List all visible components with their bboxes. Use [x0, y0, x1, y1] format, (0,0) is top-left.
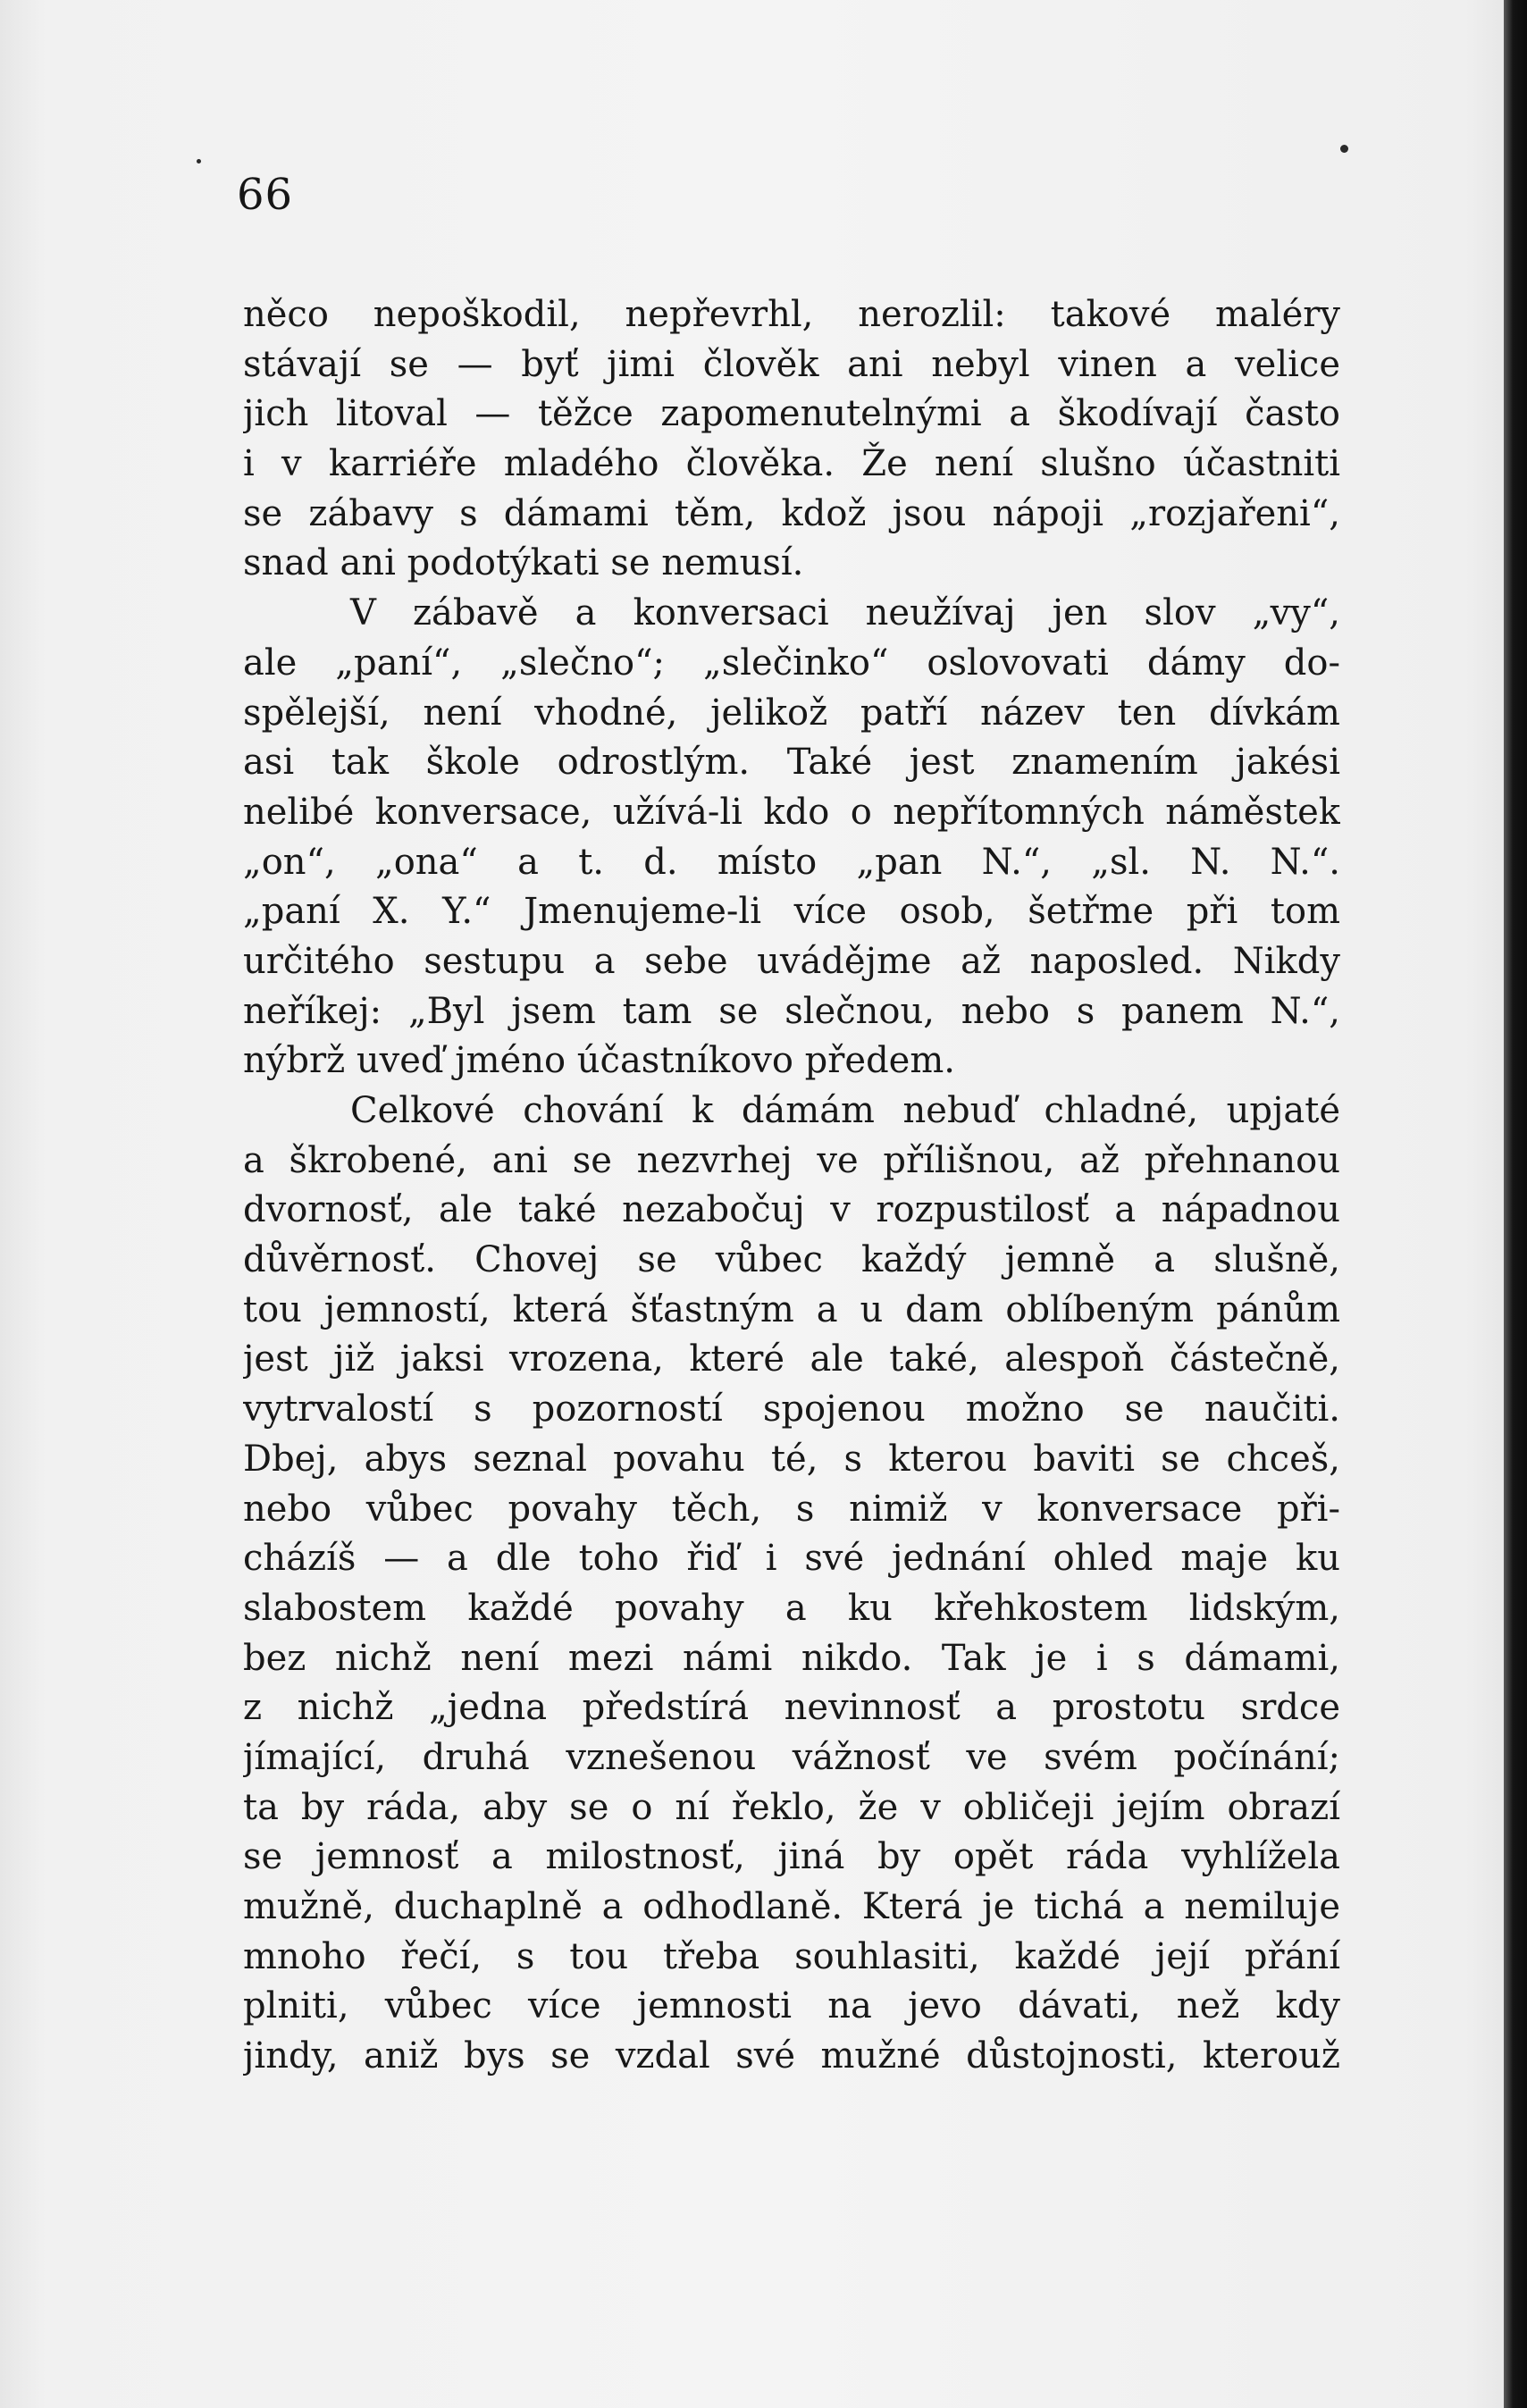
page-number: 66: [237, 170, 294, 220]
text-line-6: snad ani podotýkati se nemusí.: [243, 542, 804, 584]
text-line-7: V zábavě a konversaci neužívaj jen slov „vy“,: [350, 592, 1340, 634]
text-line-2: stávají se — byť jimi člověk ani nebyl vinen a velice: [243, 343, 1340, 385]
text-line-14: určitého sestupu a sebe uvádějme až naposled. Nikdy: [243, 940, 1340, 982]
text-line-30: jímající, druhá vznešenou vážnosť ve svém počínání;: [243, 1736, 1340, 1778]
text-line-35: plniti, vůbec více jemnosti na jevo dávati, než kdy: [243, 1985, 1340, 2027]
text-line-17: Celkové chování k dámám nebuď chladné, upjaté: [350, 1090, 1340, 1131]
text-line-33: mužně, duchaplně a odhodlaně. Která je tichá a nemiluje: [243, 1886, 1340, 1927]
text-line-16: nýbrž uveď jméno účastníkovo předem.: [243, 1040, 955, 1082]
text-line-24: Dbej, abys seznal povahu té, s kterou baviti se chceš,: [243, 1438, 1340, 1480]
text-line-27: slabostem každé povahy a ku křehkostem lidským,: [243, 1587, 1340, 1629]
text-line-8: ale „paní“, „slečno“; „slečinko“ oslovovati dámy do-: [243, 642, 1340, 684]
text-line-19: dvornosť, ale také nezabočuj v rozpustilosť a nápadnou: [243, 1189, 1340, 1231]
text-line-12: „on“, „ona“ a t. d. místo „pan N.“, „sl. N. N.“.: [243, 841, 1340, 883]
ink-speck: [197, 159, 201, 164]
text-line-36: jindy, aniž bys se vzdal své mužné důstojnosti, kterouž: [243, 2035, 1340, 2077]
text-line-4: i v karriéře mladého člověka. Že není slušno účastniti: [243, 443, 1340, 485]
text-line-23: vytrvalostí s pozorností spojenou možno se naučiti.: [243, 1389, 1340, 1431]
body-text: [243, 290, 1340, 2082]
text-line-1: něco nepoškodil, nepřevrhl, nerozlil: takové maléry: [243, 294, 1340, 335]
text-line-32: se jemnosť a milostnosť, jiná by opět ráda vyhlížela: [243, 1836, 1340, 1878]
text-line-18: a škrobené, ani se nezvrhej ve přílišnou, až přehnanou: [243, 1139, 1340, 1181]
text-line-34: mnoho řečí, s tou třeba souhlasiti, každé její přání: [243, 1935, 1340, 1977]
text-line-13: „paní X. Y.“ Jmenujeme-li více osob, šetřme při tom: [243, 891, 1340, 933]
text-line-15: neříkej: „Byl jsem tam se slečnou, nebo s panem N.“,: [243, 990, 1340, 1032]
page-binding-edge: [1504, 0, 1527, 2408]
ink-speck: [1340, 145, 1348, 153]
text-line-11: nelibé konversace, užívá-li kdo o nepřítomných náměstek: [243, 791, 1340, 833]
text-line-26: cházíš — a dle toho řiď i své jednání ohled maje ku: [243, 1538, 1340, 1580]
text-line-20: důvěrnosť. Chovej se vůbec každý jemně a slušně,: [243, 1239, 1340, 1281]
text-line-25: nebo vůbec povahy těch, s nimiž v konversace při-: [243, 1488, 1340, 1530]
text-line-10: asi tak škole odrostlým. Také jest znamením jakési: [243, 742, 1340, 784]
text-line-28: bez nichž není mezi námi nikdo. Tak je i s dámami,: [243, 1637, 1340, 1679]
text-line-21: tou jemností, která šťastným a u dam oblíbeným pánům: [243, 1288, 1340, 1330]
text-line-3: jich litoval — těžce zapomenutelnými a škodívají často: [243, 393, 1340, 435]
text-line-29: z nichž „jedna předstírá nevinnosť a prostotu srdce: [243, 1687, 1340, 1729]
text-line-5: se zábavy s dámami těm, kdož jsou nápoji „rozjařeni“,: [243, 492, 1340, 534]
text-line-9: spělejší, není vhodné, jelikož patří název ten dívkám: [243, 692, 1340, 734]
text-line-31: ta by ráda, aby se o ní řeklo, že v obličeji jejím obrazí: [243, 1786, 1340, 1828]
text-line-22: jest již jaksi vrozena, které ale také, alespoň částečně,: [243, 1338, 1340, 1380]
